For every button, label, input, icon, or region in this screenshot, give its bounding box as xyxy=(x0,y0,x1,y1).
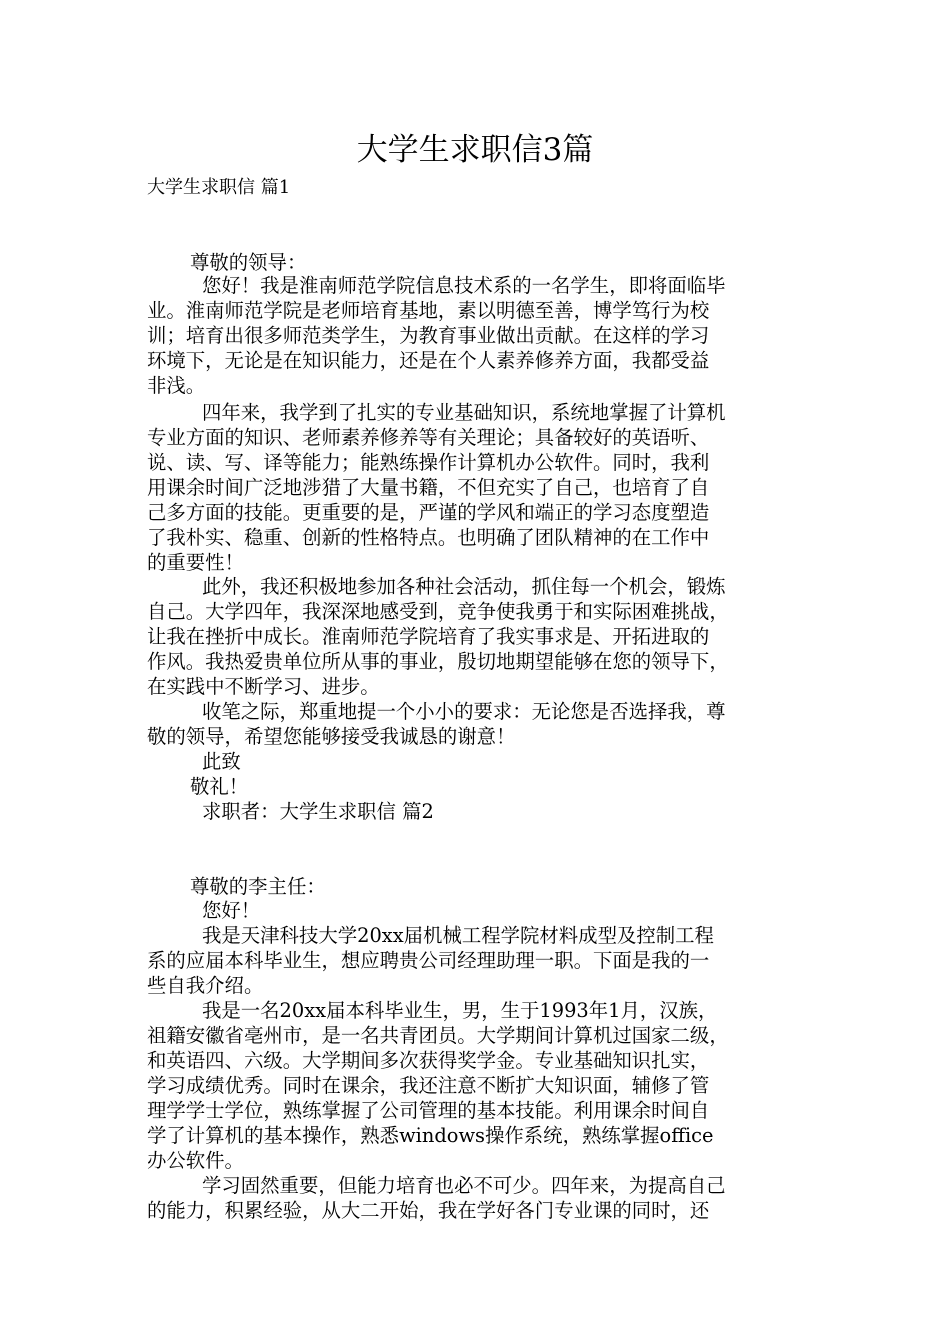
paragraph-line: 祖籍安徽省亳州市，是一名共青团员。大学期间计算机过国家二级， xyxy=(147,1024,729,1047)
paragraph-line: 训；培育出很多师范类学生，为教育事业做出贡献。在这样的学习 xyxy=(147,324,710,347)
salutation: 尊敬的领导： xyxy=(190,251,307,274)
paragraph-line: 在实践中不断学习、进步。 xyxy=(147,675,380,698)
salutation: 尊敬的李主任： xyxy=(190,875,326,898)
document-title: 大学生求职信3篇 xyxy=(356,132,594,168)
paragraph-line: 业。淮南师范学院是老师培育基地，素以明德至善，博学笃行为校 xyxy=(147,299,710,322)
paragraph-line: 四年来，我学到了扎实的专业基础知识，系统地掌握了计算机 xyxy=(202,401,726,424)
paragraph-line: 自己。大学四年，我深深地感受到，竞争使我勇于和实际困难挑战， xyxy=(147,600,729,623)
paragraph-line: 我是天津科技大学20xx届机械工程学院材料成型及控制工程 xyxy=(202,924,714,947)
paragraph-line: 作风。我热爱贵单位所从事的事业，殷切地期望能够在您的领导下， xyxy=(147,650,729,673)
paragraph-line: 说、读、写、译等能力；能熟练操作计算机办公软件。同时，我利 xyxy=(147,451,710,474)
paragraph-line: 理学学士学位，熟练掌握了公司管理的基本技能。利用课余时间自 xyxy=(147,1099,710,1122)
paragraph-line: 我是一名20xx届本科毕业生，男，生于1993年1月，汉族， xyxy=(202,999,718,1022)
paragraph-line: 让我在挫折中成长。淮南师范学院培育了我实事求是、开拓进取的 xyxy=(147,625,710,648)
closing-line: 敬礼！ xyxy=(190,775,249,798)
paragraph-line: 的能力，积累经验，从大二开始，我在学好各门专业课的同时，还 xyxy=(147,1199,710,1222)
signoff-line: 求职者：大学生求职信 篇2 xyxy=(202,800,434,823)
paragraph-line: 系的应届本科毕业生，想应聘贵公司经理助理一职。下面是我的一 xyxy=(147,949,710,972)
paragraph-line: 学习成绩优秀。同时在课余，我还注意不断扩大知识面，辅修了管 xyxy=(147,1074,710,1097)
paragraph-line: 些自我介绍。 xyxy=(147,974,264,997)
closing-line: 此致 xyxy=(202,750,241,773)
paragraph-line: 办公软件。 xyxy=(147,1149,244,1172)
section-heading: 大学生求职信 篇1 xyxy=(147,177,291,198)
paragraph-line: 和英语四、六级。大学期间多次获得奖学金。专业基础知识扎实， xyxy=(147,1049,710,1072)
paragraph-line: 专业方面的知识、老师素养修养等有关理论；具备较好的英语听、 xyxy=(147,426,710,449)
paragraph-line: 学习固然重要，但能力培育也必不可少。四年来，为提高自己 xyxy=(202,1174,726,1197)
paragraph-line: 用课余时间广泛地涉猎了大量书籍，不但充实了自己，也培育了自 xyxy=(147,476,710,499)
paragraph-line: 您好！我是淮南师范学院信息技术系的一名学生，即将面临毕 xyxy=(202,274,726,297)
paragraph-line: 收笔之际，郑重地提一个小小的要求：无论您是否选择我，尊 xyxy=(202,700,726,723)
paragraph-line: 环境下，无论是在知识能力，还是在个人素养修养方面，我都受益 xyxy=(147,349,710,372)
paragraph-line: 的重要性！ xyxy=(147,551,244,574)
paragraph-line: 学了计算机的基本操作，熟悉windows操作系统，熟练掌握office xyxy=(147,1124,714,1147)
paragraph-line: 此外，我还积极地参加各种社会活动，抓住每一个机会，锻炼 xyxy=(202,575,726,598)
paragraph-line: 敬的领导，希望您能够接受我诚恳的谢意！ xyxy=(147,725,516,748)
paragraph-line: 己多方面的技能。更重要的是，严谨的学风和端正的学习态度塑造 xyxy=(147,501,710,524)
paragraph-line: 非浅。 xyxy=(147,374,206,397)
paragraph-line: 了我朴实、稳重、创新的性格特点。也明确了团队精神的在工作中 xyxy=(147,526,710,549)
greeting-line: 您好！ xyxy=(202,899,261,922)
